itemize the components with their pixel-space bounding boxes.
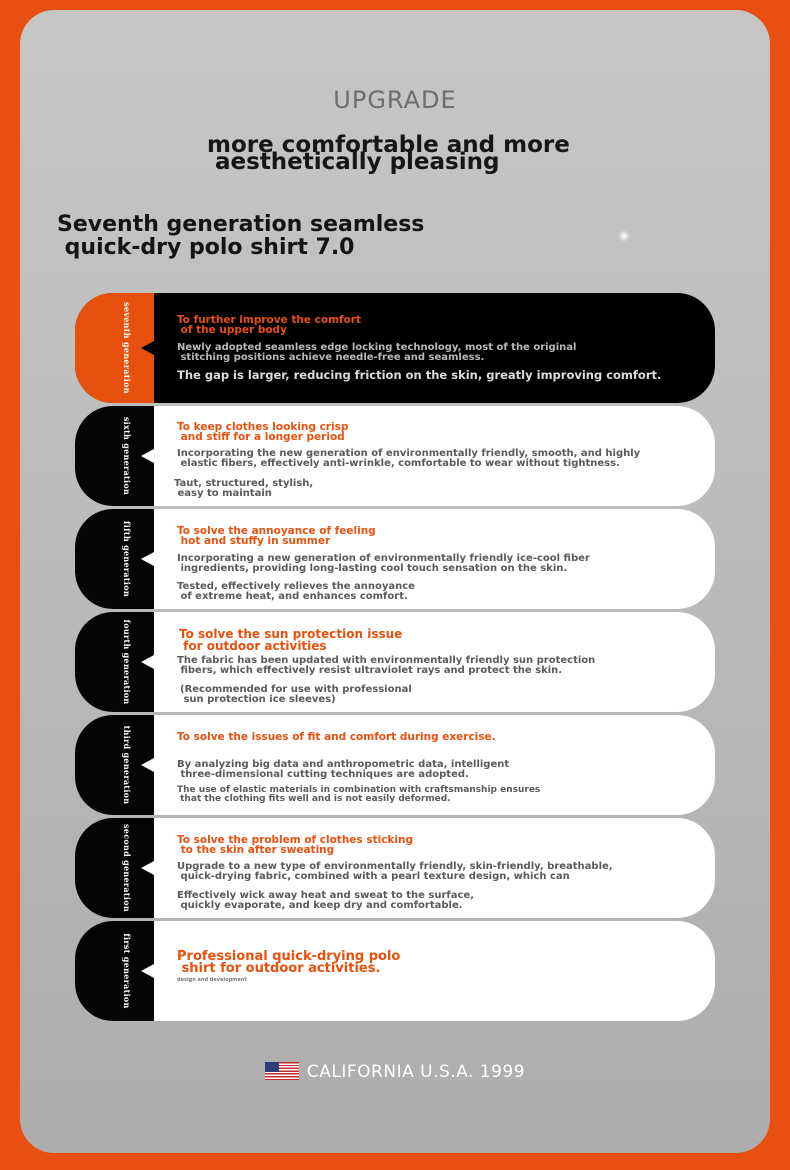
generation-note: The gap is larger, reducing friction on the skin, greatly improving comfort. [177, 368, 662, 382]
generation-card-fourth [75, 612, 715, 712]
generation-heading: To solve the sun protection issue for outdoor activities [179, 627, 403, 653]
product-title: Seventh generation seamless quick-dry polo shirt 7.0 [57, 212, 425, 260]
generation-body: By analyzing big data and anthropometric data, intelligent three-dimensional cutting techniques are adopted. [177, 759, 510, 780]
generation-label: second generation [122, 824, 132, 912]
generation-body: Newly adopted seamless edge locking technology, most of the original stitching positions achieve needle-free and seamless. [177, 342, 577, 363]
generation-heading: To solve the issues of fit and comfort during exercise. [177, 731, 496, 743]
generation-card-sixth [75, 406, 715, 506]
generation-note: The use of elastic materials in combination with craftsmanship ensures that the clothing fits well and is not easily deformed. [177, 785, 541, 804]
subtitle: more comfortable and more aesthetically pleasing [207, 132, 570, 175]
sparkle-icon [618, 230, 630, 242]
generation-card-fifth [75, 509, 715, 609]
generation-note: Tested, effectively relieves the annoyance of extreme heat, and enhances comfort. [177, 581, 415, 602]
generation-card-second [75, 818, 715, 918]
generation-label: fifth generation [122, 521, 132, 597]
generation-note: (Recommended for use with professional sun protection ice sleeves) [180, 684, 412, 705]
us-flag-icon [265, 1062, 299, 1080]
pointer-icon [141, 552, 154, 566]
generation-label: first generation [122, 933, 132, 1009]
generation-body: Incorporating the new generation of environmentally friendly, smooth, and highly elastic fibers, effectively anti-wrinkle, comfortable to wear without tightness. [177, 448, 641, 469]
generation-label: sixth generation [122, 416, 132, 496]
generation-heading: To further improve the comfort of the upper body [177, 314, 362, 336]
generation-caption: design and development [177, 977, 247, 983]
footer-text: CALIFORNIA U.S.A. 1999 [306, 1062, 526, 1082]
generation-heading: Professional quick-drying polo shirt for outdoor activities. [177, 949, 401, 976]
generation-heading: To keep clothes looking crisp and stiff for a longer period [177, 421, 349, 443]
generation-card-third [75, 715, 715, 815]
generation-card-seventh [75, 293, 715, 403]
generation-note: Effectively wick away heat and sweat to the surface, quickly evaporate, and keep dry and comfortable. [177, 890, 475, 911]
pointer-icon [141, 964, 154, 978]
pointer-icon [141, 341, 154, 355]
generation-label: seventh generation [122, 302, 132, 394]
generation-label: fourth generation [122, 619, 132, 705]
pointer-icon [141, 449, 154, 463]
generation-body: Upgrade to a new type of environmentally friendly, skin-friendly, breathable, quick-drying fabric, combined with a pearl texture design, which can [177, 861, 613, 882]
generation-card-first [75, 921, 715, 1021]
generation-label: third generation [122, 725, 132, 805]
pointer-icon [141, 655, 154, 669]
generation-note: Taut, structured, stylish, easy to maintain [174, 478, 314, 499]
pointer-icon [141, 861, 154, 875]
upgrade-label: UPGRADE [333, 86, 457, 114]
footer [20, 1062, 770, 1082]
generation-heading: To solve the annoyance of feeling hot and stuffy in summer [177, 525, 376, 547]
generation-body: The fabric has been updated with environmentally friendly sun protection fibers, which effectively resist ultraviolet rays and protect the skin. [177, 655, 596, 676]
generation-body: Incorporating a new generation of environmentally friendly ice-cool fiber ingredients, providing long-lasting cool touch sensation on the skin. [177, 553, 590, 574]
generation-heading: To solve the problem of clothes sticking to the skin after sweating [177, 834, 413, 856]
pointer-icon [141, 758, 154, 772]
content-panel [20, 10, 770, 1153]
